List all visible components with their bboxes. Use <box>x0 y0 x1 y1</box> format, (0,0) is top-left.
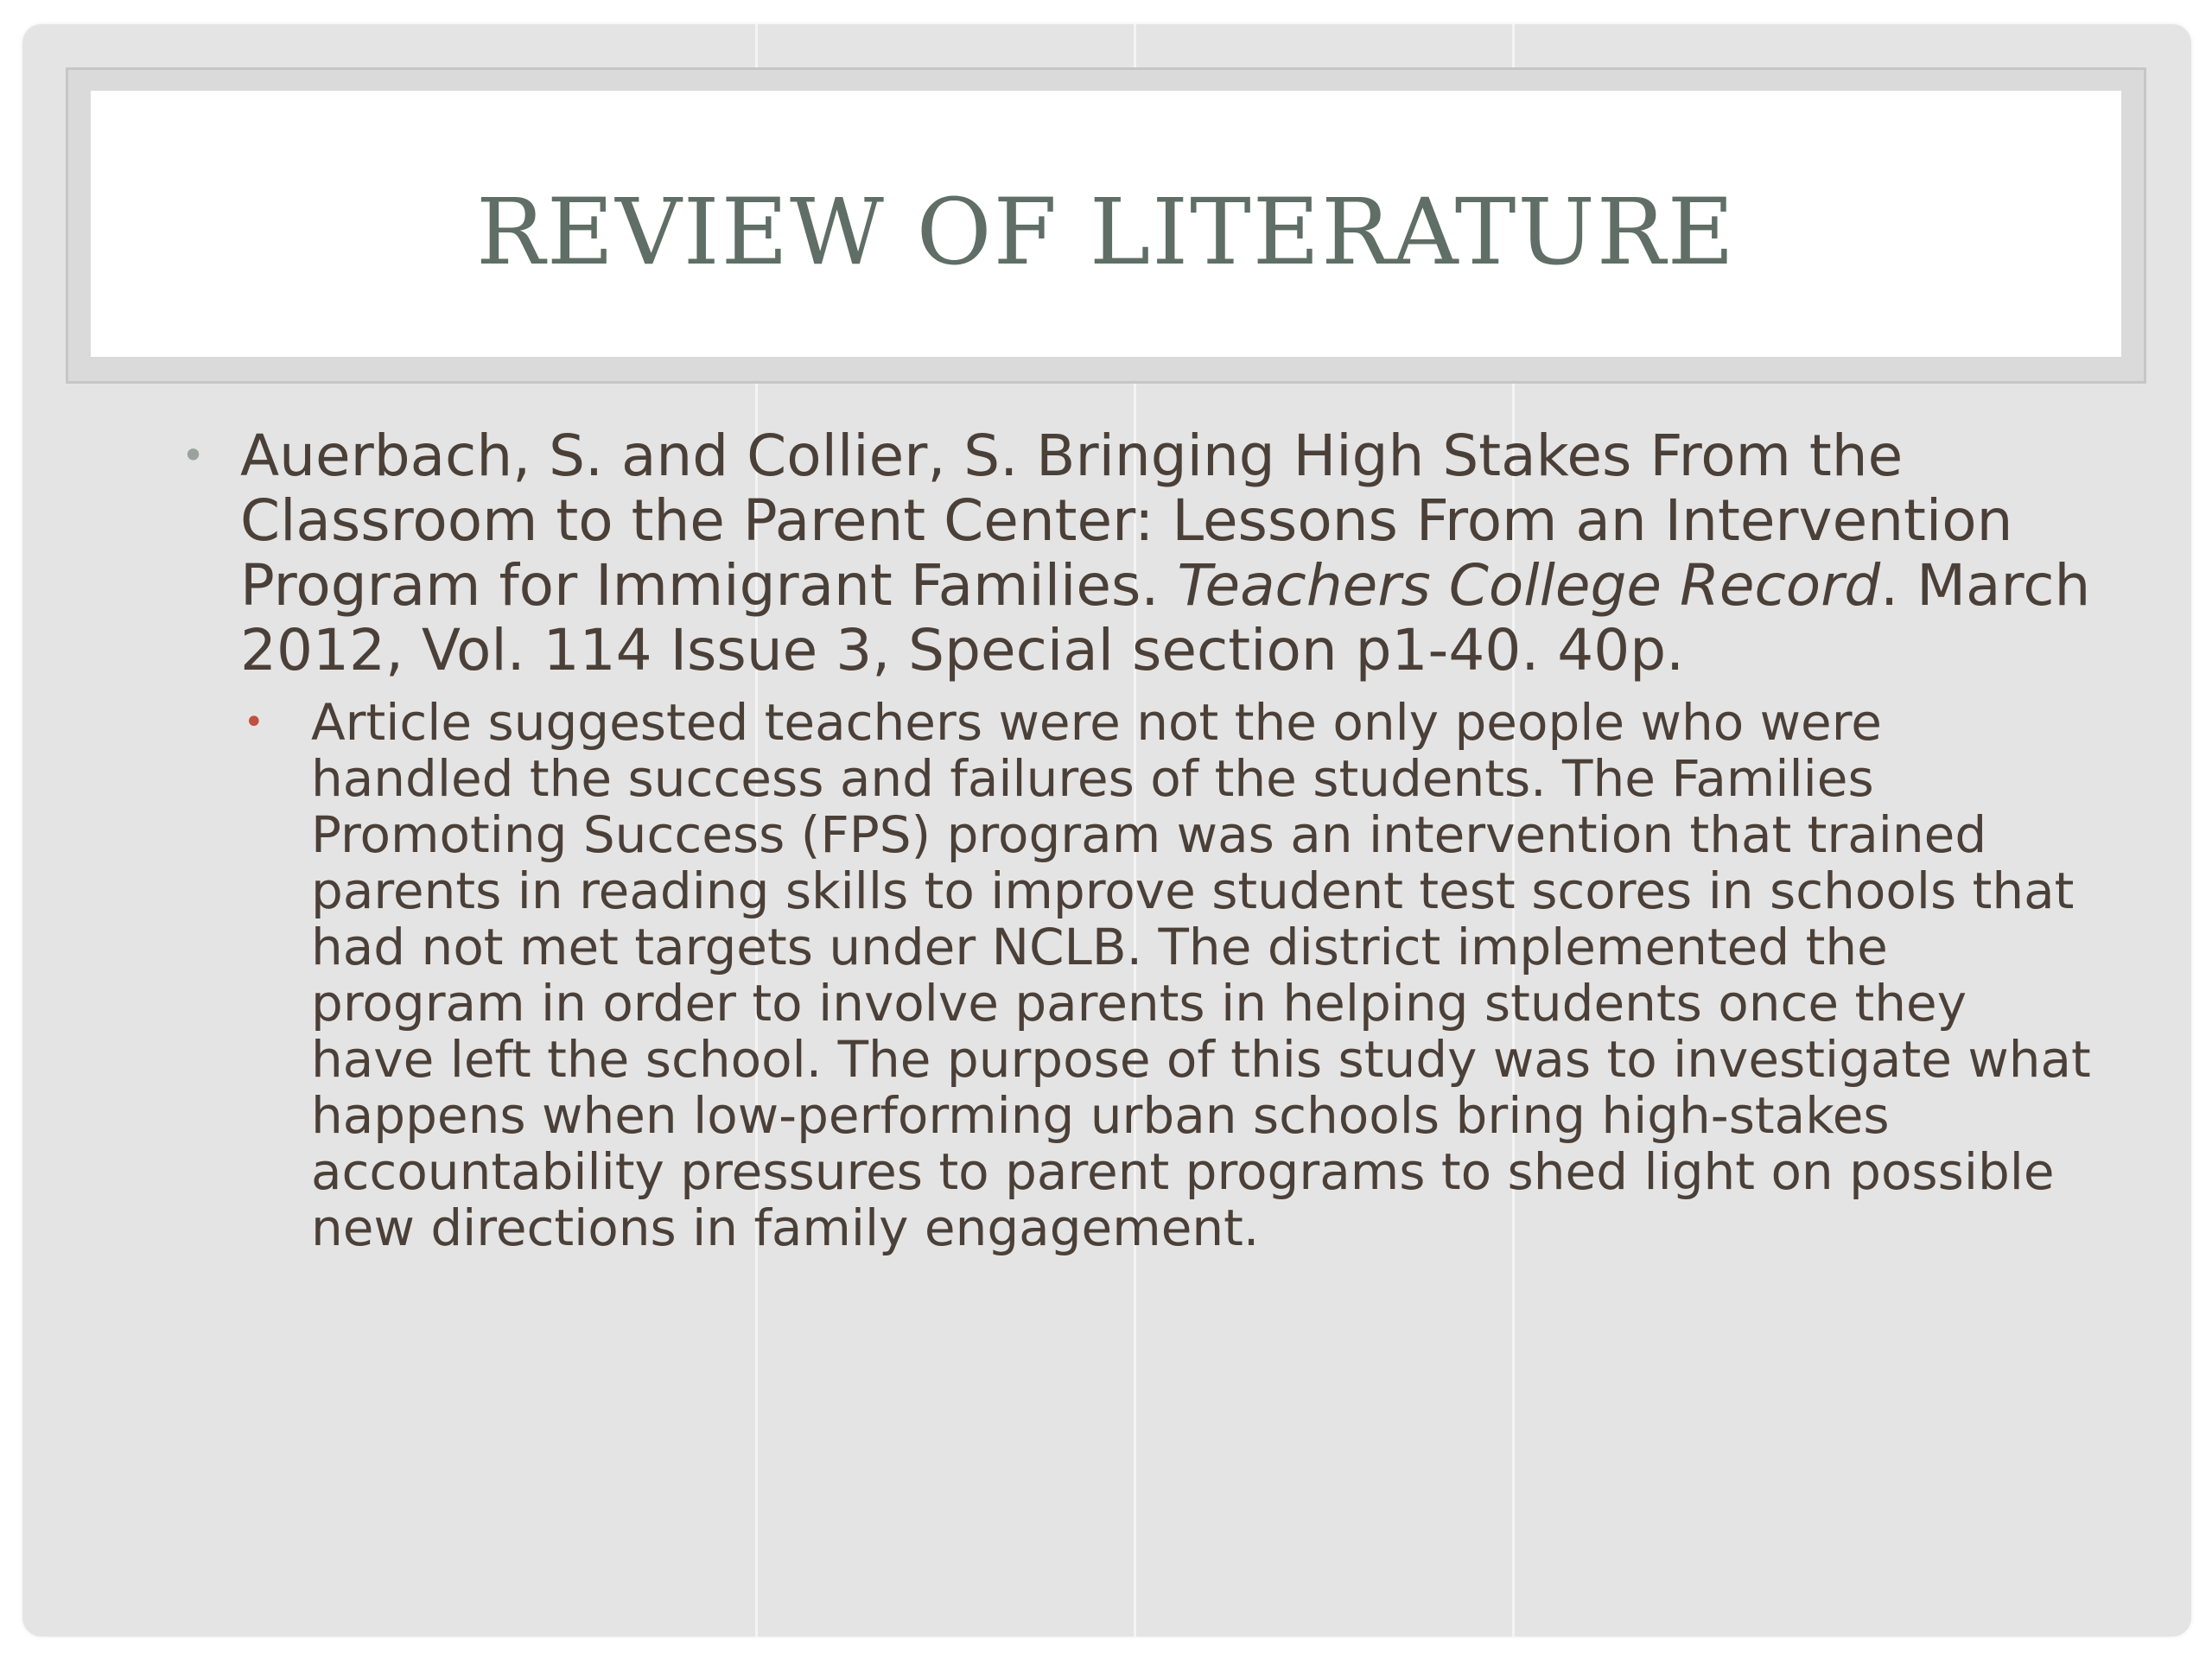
citation-journal: Teachers College Record <box>1177 552 1881 619</box>
sub-bullet-dot-icon: • <box>244 702 264 742</box>
summary-text: Article suggested teachers were not the only people who were handled the success and failures of the students. The Families Promoting Success (FPS) program was an intervention that trained parents in reading skills to improve student test scores in schools that had not met targets under NCLB. The district implemented the program in order to involve parents in helping students once they have left the school. The purpose of this study was to investigate what happens when low-performing urban schools bring high-stakes accountability pressures to parent programs to shed light on possible new directions in family engagement. <box>311 693 2091 1257</box>
slide <box>22 24 2191 1637</box>
slide-body <box>161 423 2096 1256</box>
citation-bullet <box>161 423 2096 683</box>
slide-title: REVIEW OF LITERATURE <box>476 178 1736 285</box>
summary-bullet <box>240 695 2096 1256</box>
citation-details: . March 2012, Vol. 114 Issue 3, Special section p1-40. 40p. <box>240 552 2091 683</box>
title-frame <box>66 67 2146 384</box>
bullet-dot-icon: • <box>181 432 206 479</box>
title-box <box>91 91 2121 357</box>
citation-authors-title: Auerbach, S. and Collier, S. Bringing High Stakes From the Classroom to the Parent Center: Lessons From an Intervention Program for Immigrant Families. <box>240 423 2013 619</box>
